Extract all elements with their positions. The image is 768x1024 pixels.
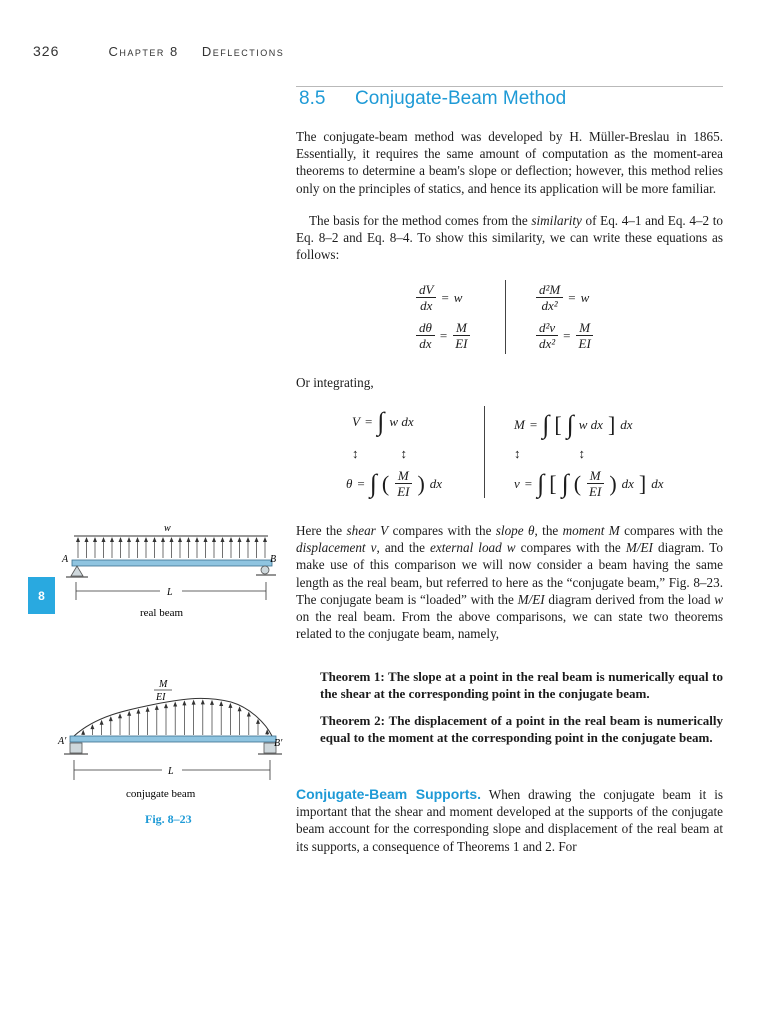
chapter-label: Chapter 8: [108, 44, 179, 59]
label-b: B: [270, 554, 277, 565]
load-arrow-head: [127, 537, 131, 542]
load-arrow-head: [187, 537, 191, 542]
m-ei-arrow-head: [136, 709, 140, 714]
load-arrow-head: [170, 537, 174, 542]
eq-dtheta-dx: $\frac{d\theta}{dx}$ = $\frac{M}{EI}$: [416, 320, 471, 351]
real-beam-figure: [60, 520, 288, 620]
m-ei-arrow-head: [192, 700, 196, 705]
load-arrow-head: [161, 537, 165, 542]
m-label: M: [159, 679, 168, 690]
load-arrow-head: [85, 537, 89, 542]
figure-caption: Fig. 8–23: [145, 812, 192, 826]
conjugate-beam: [70, 736, 276, 742]
real-beam: [72, 560, 272, 566]
eq-d2v-dx2: $\frac{\text{d²v}}{\text{dx²}}$ = $\frac{M}{EI}$: [536, 320, 594, 351]
m-ei-arrow-head: [109, 716, 113, 721]
subsection-heading: Conjugate-Beam Supports.: [296, 786, 482, 802]
section-rule: [296, 86, 723, 87]
load-arrow-head: [221, 537, 225, 542]
load-arrow-head: [204, 537, 208, 542]
label-b-prime: B′: [274, 738, 283, 749]
m-ei-arrow-head: [164, 703, 168, 708]
paragraph-comparison: Here the shear V compares with the slope θ, the moment M compares with the displacement v, and the external load w compares with the M/EI diagram. To make use of this comparison we will now consider a beam having the same length as the real beam, but referred to here as the “conjugate beam,” Fig. 8–23. The conjugate beam is “loaded” with the M/EI diagram derived from the load w on the real beam. From the above comparisons, we can state two theorems related to the conjugate beam, namely,: [296, 523, 724, 642]
m-ei-arrow-head: [210, 700, 214, 705]
eq-v-integral: v = ∫ [ ∫ ( $\frac{M}{EI}$ ) dx ] dx: [514, 468, 664, 499]
equation-divider: [505, 280, 506, 354]
eq-dV-dx: $\frac{dV}{dx}$ = w: [416, 282, 462, 313]
eq-d2M-dx2: $\frac{\text{d²M}}{\text{dx²}}$ = w: [536, 282, 589, 313]
m-ei-arrow-head: [90, 724, 94, 729]
load-arrow-head: [229, 537, 233, 542]
support-b: [261, 566, 269, 574]
load-arrows: [76, 537, 267, 558]
label-a-prime: A′: [58, 736, 67, 747]
m-ei-arrow-head: [127, 711, 131, 716]
paragraph-intro: The conjugate-beam method was developed by H. Müller-Breslau in 1865. Essentially, it requires the same amount of computation as the moment-area theorems to determine a beam's slope or deflection; however, this method relies only on the principles of statics, and hence its application will be more familiar.: [296, 129, 723, 196]
load-arrow-head: [136, 537, 140, 542]
page-number: 326: [33, 43, 60, 59]
load-arrow-head: [255, 537, 259, 542]
eq-arrows-left: ↕ ↕: [352, 446, 407, 461]
m-ei-arrow-head: [173, 702, 177, 707]
equation-divider-2: [484, 406, 485, 498]
load-arrow-head: [246, 537, 250, 542]
label-a: A: [62, 554, 69, 565]
paragraph-integrating: Or integrating,: [296, 375, 374, 390]
theorem-1: Theorem 1: The slope at a point in the real beam is numerically equal to the shear at the corresponding point in the conjugate beam.: [320, 669, 723, 702]
eq-M-integral: M = ∫ [ ∫ w dx ] dx: [514, 410, 633, 439]
support-a: [71, 566, 83, 576]
conjugate-beam-figure: [56, 676, 288, 806]
load-arrow-head: [153, 537, 157, 542]
load-label: w: [164, 523, 171, 534]
running-head: [33, 43, 284, 59]
load-arrow-head: [102, 537, 106, 542]
load-arrow-head: [119, 537, 123, 542]
section-number: 8.5: [299, 88, 326, 109]
m-ei-arrow-head: [81, 730, 85, 735]
eq-V-integral: V = ∫ w dx: [352, 407, 414, 436]
m-ei-arrow-head: [100, 720, 104, 725]
load-arrow-head: [238, 537, 242, 542]
section-title: [299, 88, 566, 110]
load-arrow-head: [144, 537, 148, 542]
m-ei-arrow-head: [146, 707, 150, 712]
m-ei-arrow-head: [182, 700, 186, 705]
m-ei-arrow-head: [219, 701, 223, 706]
paragraph-basis: The basis for the method comes from the similarity of Eq. 4–1 and Eq. 4–2 to Eq. 8–2 and Eq. 8–4. To show this similarity, we can write these equations as follows:: [296, 213, 723, 263]
m-ei-arrow-head: [238, 706, 242, 711]
load-arrow-head: [76, 537, 80, 542]
load-arrow-head: [212, 537, 216, 542]
support-a-prime: [70, 743, 82, 753]
m-ei-diagram: [74, 698, 272, 736]
theorem-2: Theorem 2: The displacement of a point in the real beam is numerically equal to the moment at the corresponding point in the conjugate beam.: [320, 713, 723, 746]
load-arrow-head: [178, 537, 182, 542]
chapter-tab: 8: [28, 577, 55, 614]
load-arrow-head: [263, 537, 267, 542]
m-ei-arrow-head: [247, 712, 251, 717]
length-label-conj: L: [168, 766, 174, 777]
m-ei-arrow-head: [228, 703, 232, 708]
eq-theta-integral: θ = ∫ ( $\frac{M}{EI}$ ) dx: [346, 468, 443, 499]
load-arrow-head: [110, 537, 114, 542]
paragraph-supports: Conjugate-Beam Supports. When drawing the conjugate beam it is important that the shear and moment developed at the supports of the conjugate beam account for the corresponding slope and displacement of the real beam at its supports, a consequence of Theorems 1 and 2. For: [296, 786, 723, 854]
m-ei-arrow-head: [201, 699, 205, 704]
length-label: L: [167, 587, 173, 598]
conjugate-beam-caption: conjugate beam: [126, 788, 196, 800]
real-beam-caption: real beam: [140, 607, 184, 619]
section-name: Conjugate-Beam Method: [355, 88, 567, 109]
load-arrow-head: [195, 537, 199, 542]
m-ei-arrows: [81, 699, 269, 735]
chapter-title: Deflections: [201, 44, 285, 59]
load-arrow-head: [93, 537, 97, 542]
ei-label: EI: [156, 692, 166, 703]
eq-arrows-right: ↕ ↕: [514, 446, 585, 461]
m-ei-arrow-head: [155, 705, 159, 710]
m-ei-arrow-head: [118, 713, 122, 718]
